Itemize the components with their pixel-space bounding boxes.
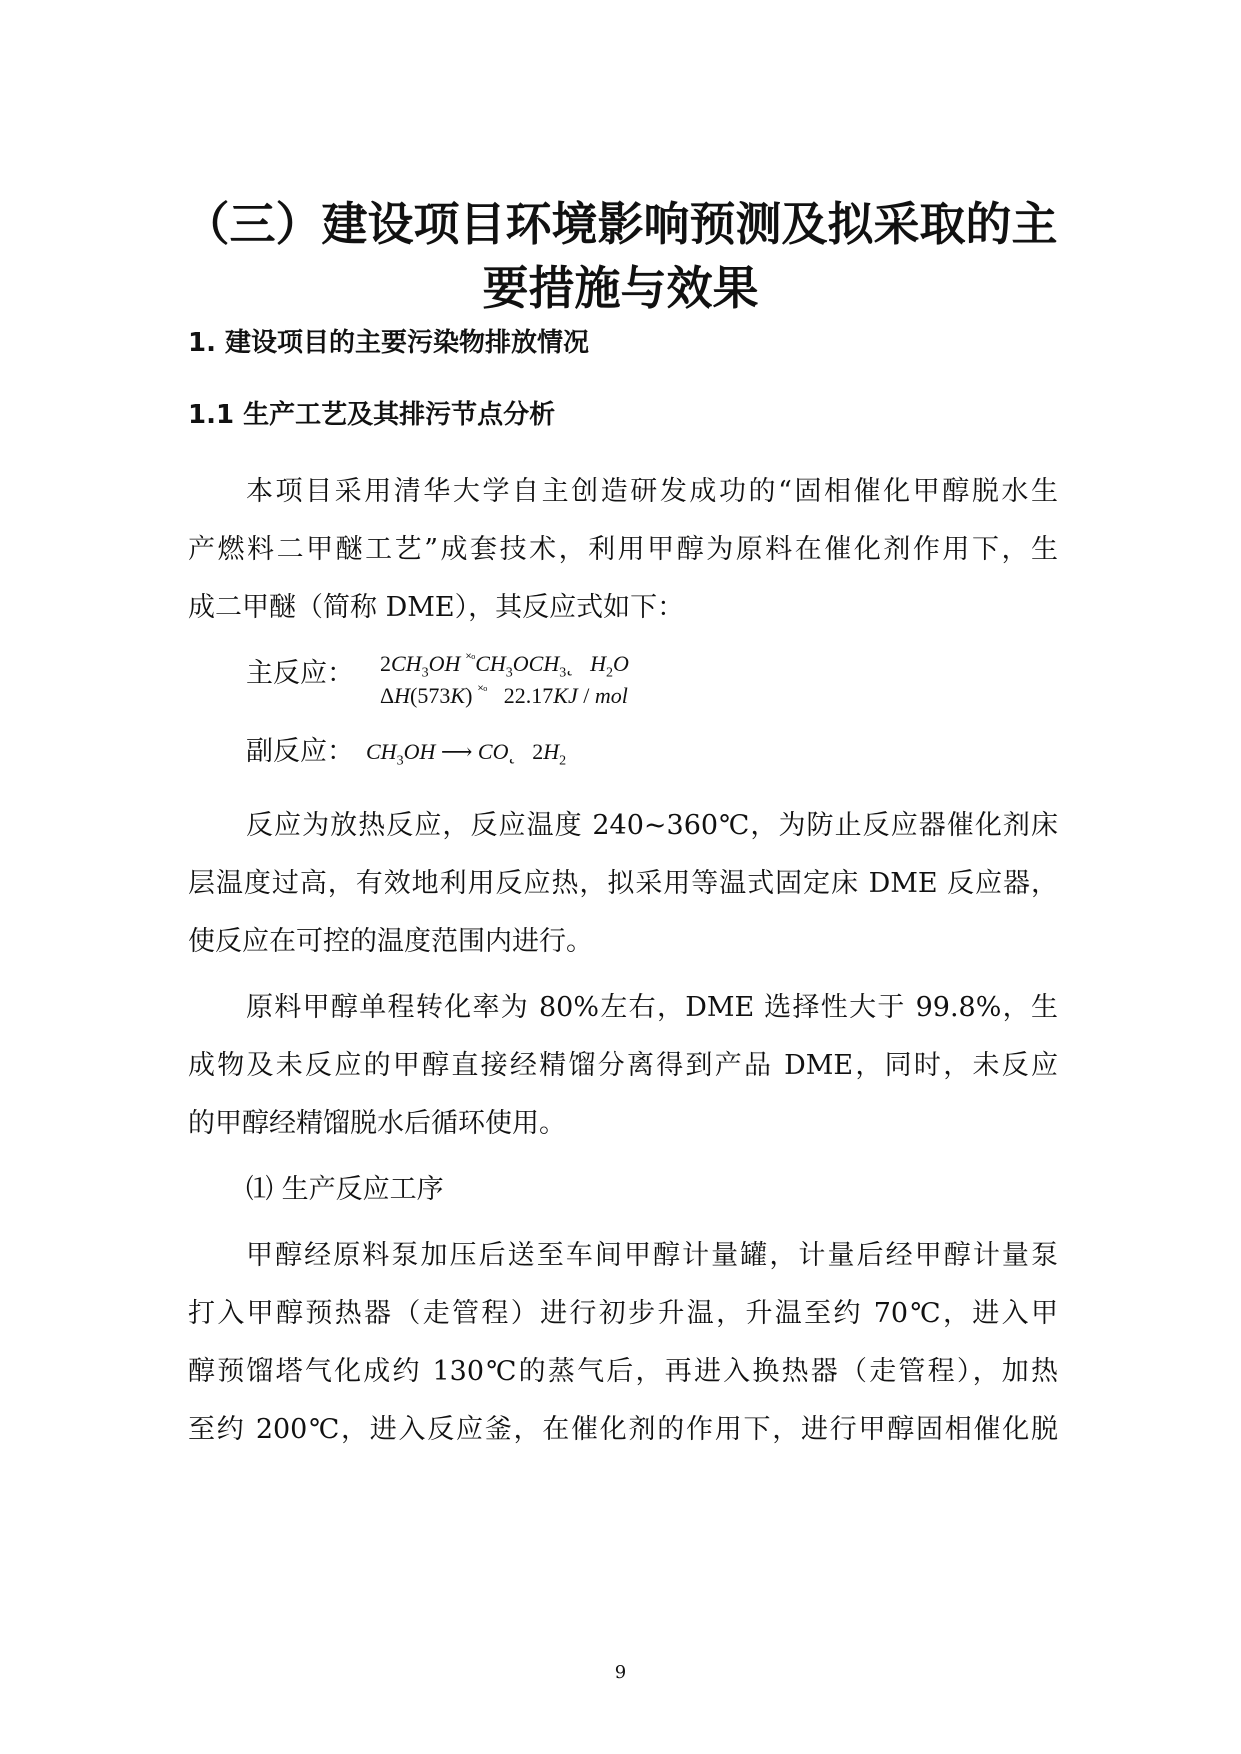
paragraph-line: 产燃料二甲醚工艺”成套技术，利用甲醇为原料在催化剂作用下，生: [188, 534, 1058, 565]
page-number: 9: [614, 1662, 627, 1683]
paragraph-line: 反应为放热反应，反应温度 240~360℃，为防止反应器催化剂床: [246, 810, 1058, 841]
paragraph-line: 的甲醇经精馏脱水后循环使用。: [188, 1108, 566, 1139]
paragraph-line: 醇预馏塔气化成约 130℃的蒸气后，再进入换热器（走管程），加热: [188, 1356, 1058, 1387]
page-title-line-2: 要措施与效果: [482, 261, 759, 315]
side-reaction-label: 副反应：: [246, 736, 354, 767]
paragraph-line: 本项目采用清华大学自主创造研发成功的“固相催化甲醇脱水生: [246, 476, 1058, 507]
section-heading-1-1: 1.1 生产工艺及其排污节点分析: [188, 400, 556, 430]
enthalpy-equation: ΔH(573K) $^{˟ᵒ}$ 22.17KJ / mol: [380, 683, 628, 708]
subsection-label: ⑴ 生产反应工序: [246, 1174, 444, 1205]
paragraph-line: 成物及未反应的甲醇直接经精馏分离得到产品 DME，同时，未反应: [188, 1050, 1058, 1081]
paragraph-line: 成二甲醚（简称 DME），其反应式如下：: [188, 592, 685, 623]
paragraph-line: 层温度过高，有效地利用反应热，拟采用等温式固定床 DME 反应器，: [188, 868, 1058, 899]
section-heading-1: 1. 建设项目的主要污染物排放情况: [188, 328, 590, 358]
paragraph-line: 原料甲醇单程转化率为 80%左右，DME 选择性大于 99.8%，生: [246, 992, 1058, 1023]
main-reaction-label: 主反应：: [246, 658, 354, 689]
paragraph-line: 使反应在可控的温度范围内进行。: [188, 926, 593, 957]
paragraph-line: 打入甲醇预热器（走管程）进行初步升温，升温至约 70℃，进入甲: [188, 1298, 1058, 1329]
main-reaction-equation: $2CH_3OH$ $^{˟ᵒ}CH_3OCH_3˛$ $H_2O$: [380, 651, 629, 681]
page-title-line-1: （三）建设项目环境影响预测及拟采取的主: [183, 197, 1058, 251]
paragraph-line: 至约 200℃，进入反应釜，在催化剂的作用下，进行甲醇固相催化脱: [188, 1414, 1058, 1445]
side-reaction-equation: $CH_3OH$ ⟶ CO˛ $2H_2$: [366, 739, 567, 769]
paragraph-line: 甲醇经原料泵加压后送至车间甲醇计量罐，计量后经甲醇计量泵: [246, 1240, 1058, 1271]
